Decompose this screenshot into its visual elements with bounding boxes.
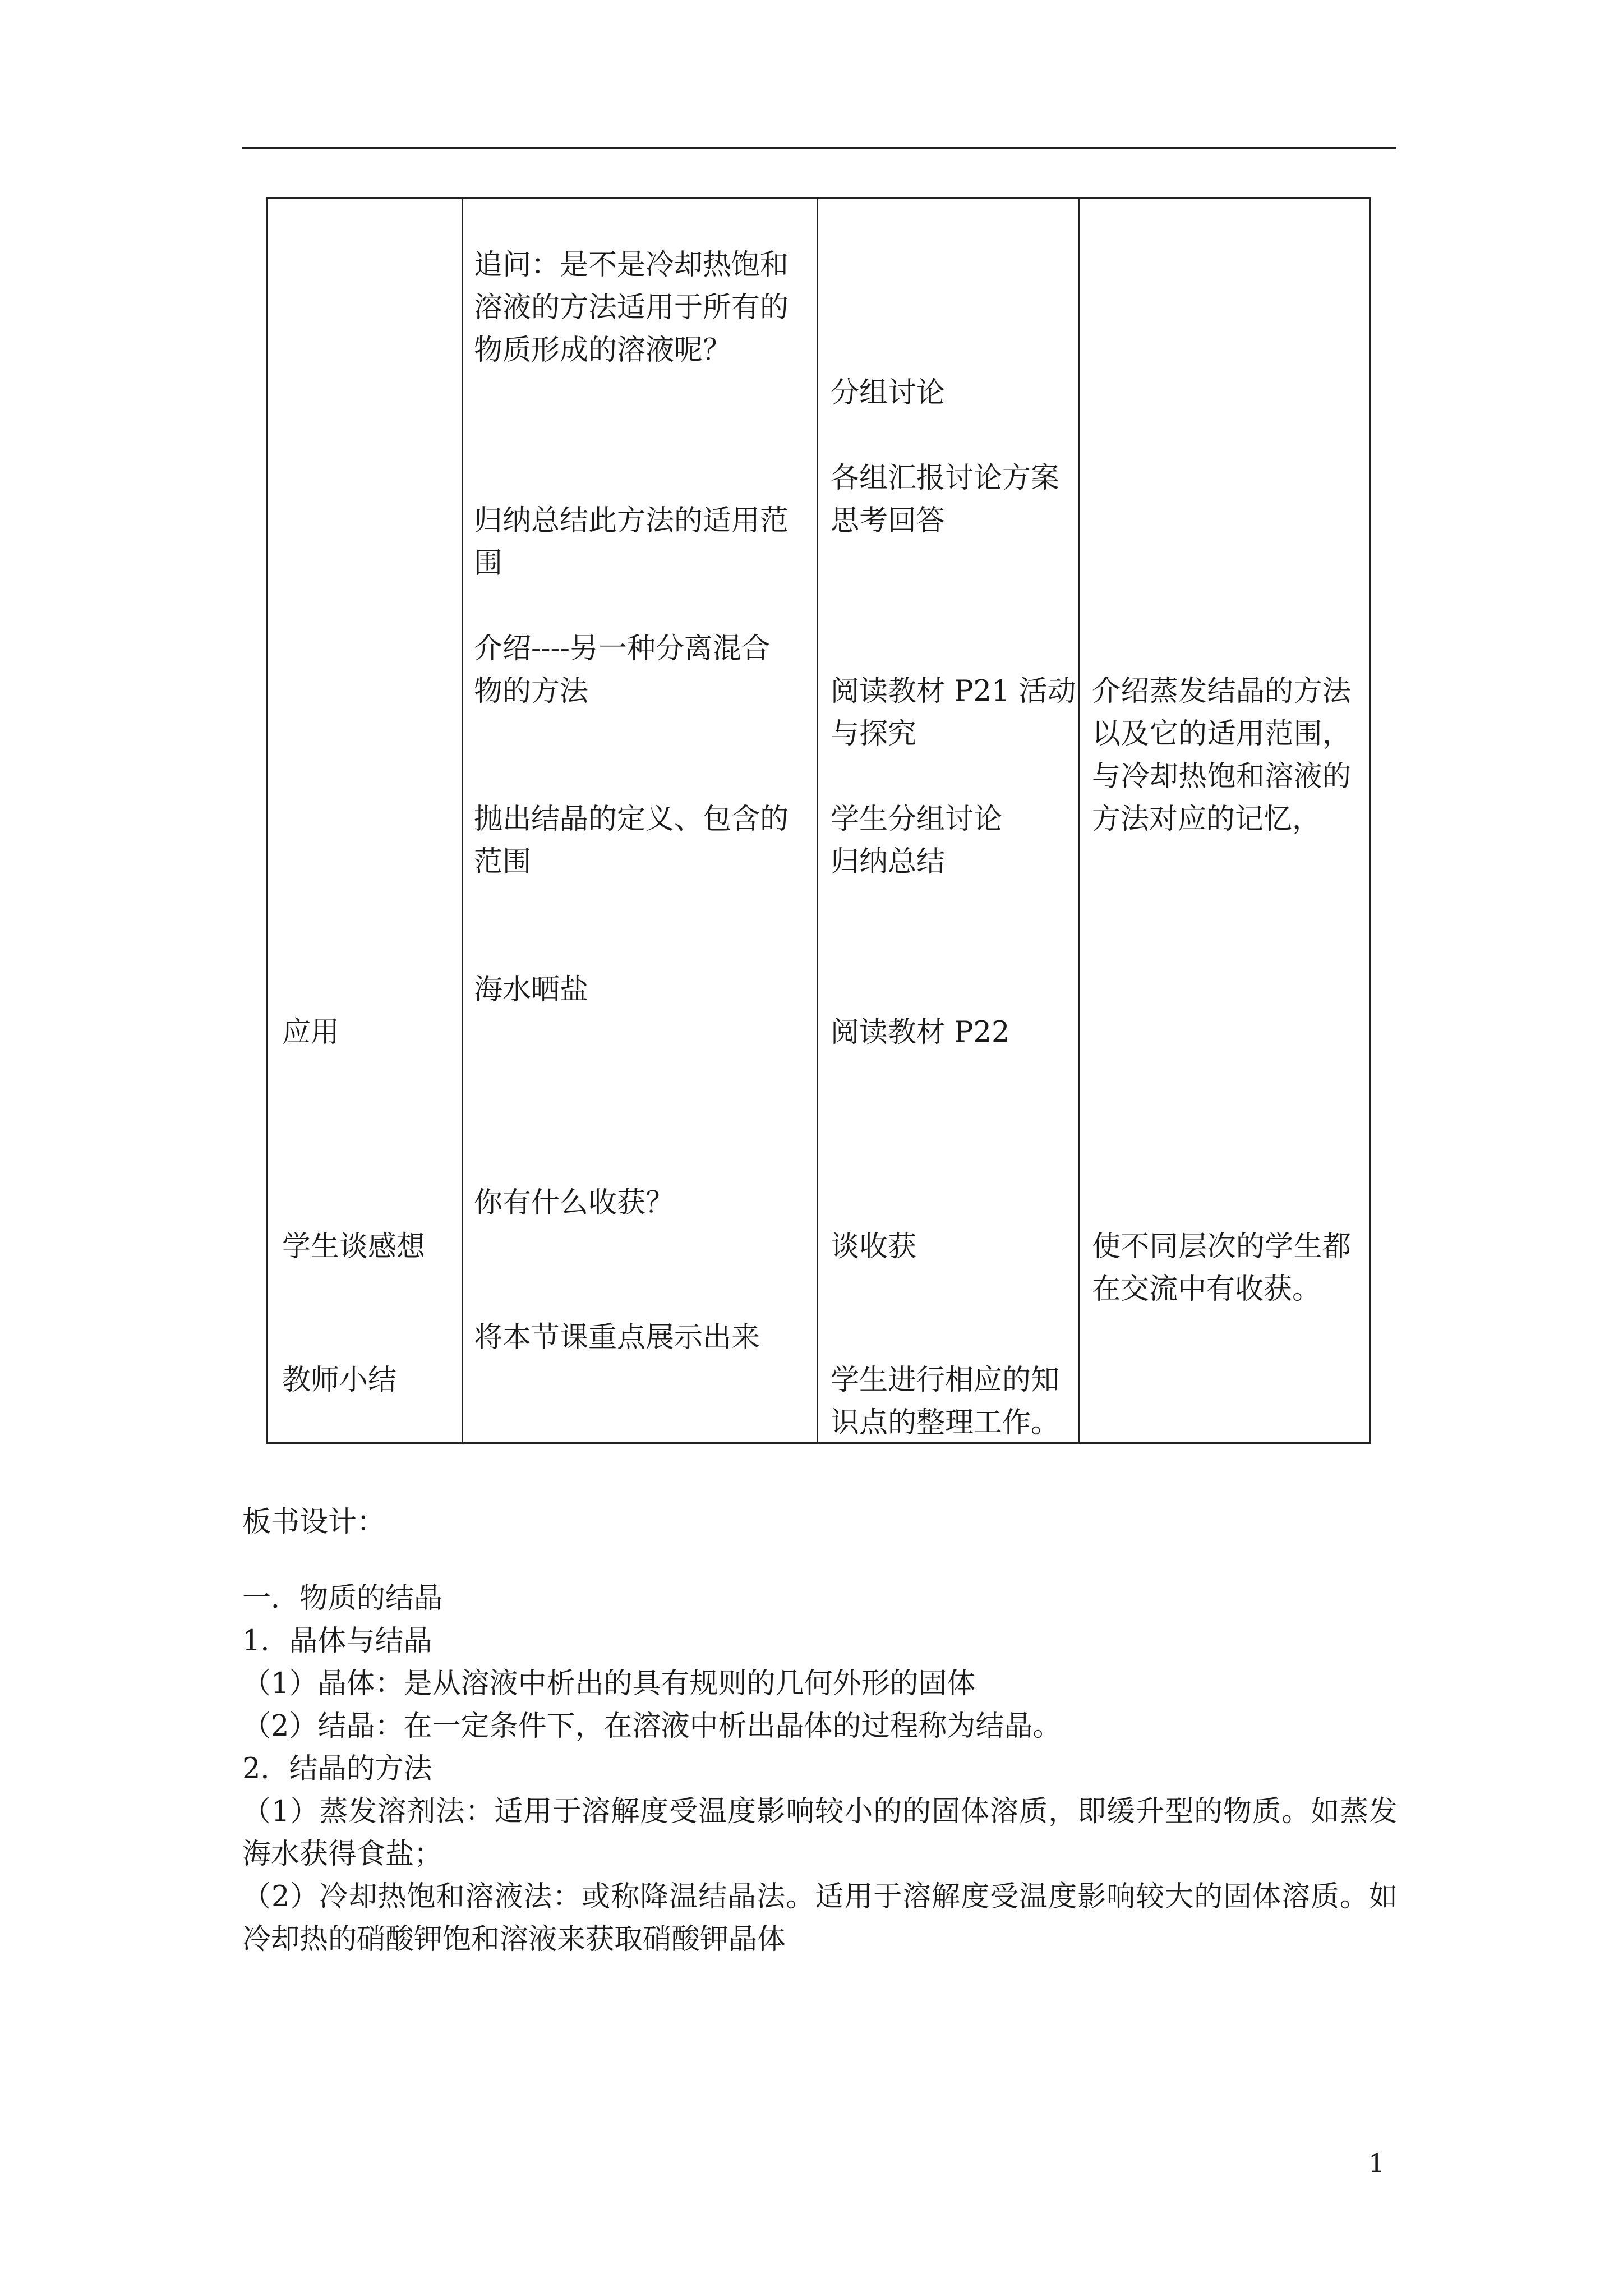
student-read-p21: 阅读教材 P21 活动 与探究 [831, 675, 1076, 751]
teacher-sea-salt: 海水晒盐 [474, 973, 589, 1006]
teacher-induce-scope: 归纳总结此方法的适用范 围 [474, 504, 789, 580]
teacher-crystallization-definition: 抛出结晶的定义、包含的 范围 [474, 803, 789, 878]
lesson-plan-table [266, 197, 1371, 1444]
student-group-summary: 学生分组讨论 归纳总结 [831, 803, 1003, 878]
board-item-methods: 2．结晶的方法 [242, 1752, 432, 1786]
student-group-discussion: 分组讨论 [831, 376, 946, 409]
board-section-heading: 一．物质的结晶 [242, 1582, 443, 1615]
stage-student-feelings: 学生谈感想 [282, 1230, 426, 1263]
board-item-crystallization-definition: （2）结晶：在一定条件下，在溶液中析出晶体的过程称为结晶。 [242, 1710, 1062, 1743]
student-report-answer: 各组汇报讨论方案 思考回答 [831, 462, 1060, 537]
intent-evaporation-note: 介绍蒸发结晶的方法以及它的适用范围，与冷却热饱和溶液的方法对应的记忆， [1092, 675, 1351, 836]
board-item-crystal-definition: （1）晶体：是从溶液中析出的具有规则的几何外形的固体 [242, 1667, 976, 1700]
intent-levels-note: 使不同层次的学生都在交流中有收获。 [1092, 1230, 1351, 1306]
teacher-introduce-method: 介绍----另一种分离混合 物的方法 [474, 632, 770, 708]
board-item-evaporation-method: （1）蒸发溶剂法：适用于溶解度受温度影响较小的的固体溶质，即缓升型的物质。如蒸发海水获得食盐； [242, 1795, 1398, 1871]
stage-teacher-summary: 教师小结 [282, 1364, 397, 1397]
teacher-highlight-key-points: 将本节课重点展示出来 [474, 1321, 760, 1354]
student-read-p22: 阅读教材 P22 [831, 1016, 1010, 1049]
student-organize-notes: 学生进行相应的知 识点的整理工作。 [831, 1364, 1060, 1439]
student-talk-gain: 谈收获 [831, 1230, 917, 1263]
stage-apply: 应用 [282, 1016, 340, 1049]
board-design-title: 板书设计： [242, 1506, 386, 1539]
board-item-cooling-method: （2）冷却热饱和溶液法：或称降温结晶法。适用于溶解度受温度影响较大的固体溶质。如冷却热的硝酸钾饱和溶液来获取硝酸钾晶体 [242, 1880, 1398, 1956]
page-number: 1 [1368, 2148, 1385, 2178]
teacher-followup-question: 追问：是不是冷却热饱和 溶液的方法适用于所有的 物质形成的溶液呢？ [474, 249, 789, 367]
table-column-divider [1078, 199, 1080, 1442]
teacher-gain-question: 你有什么收获？ [474, 1186, 675, 1220]
board-item-crystal-and-crystallization: 1．晶体与结晶 [242, 1625, 432, 1658]
table-column-divider [817, 199, 818, 1442]
header-rule [242, 147, 1396, 149]
table-column-divider [462, 199, 463, 1442]
